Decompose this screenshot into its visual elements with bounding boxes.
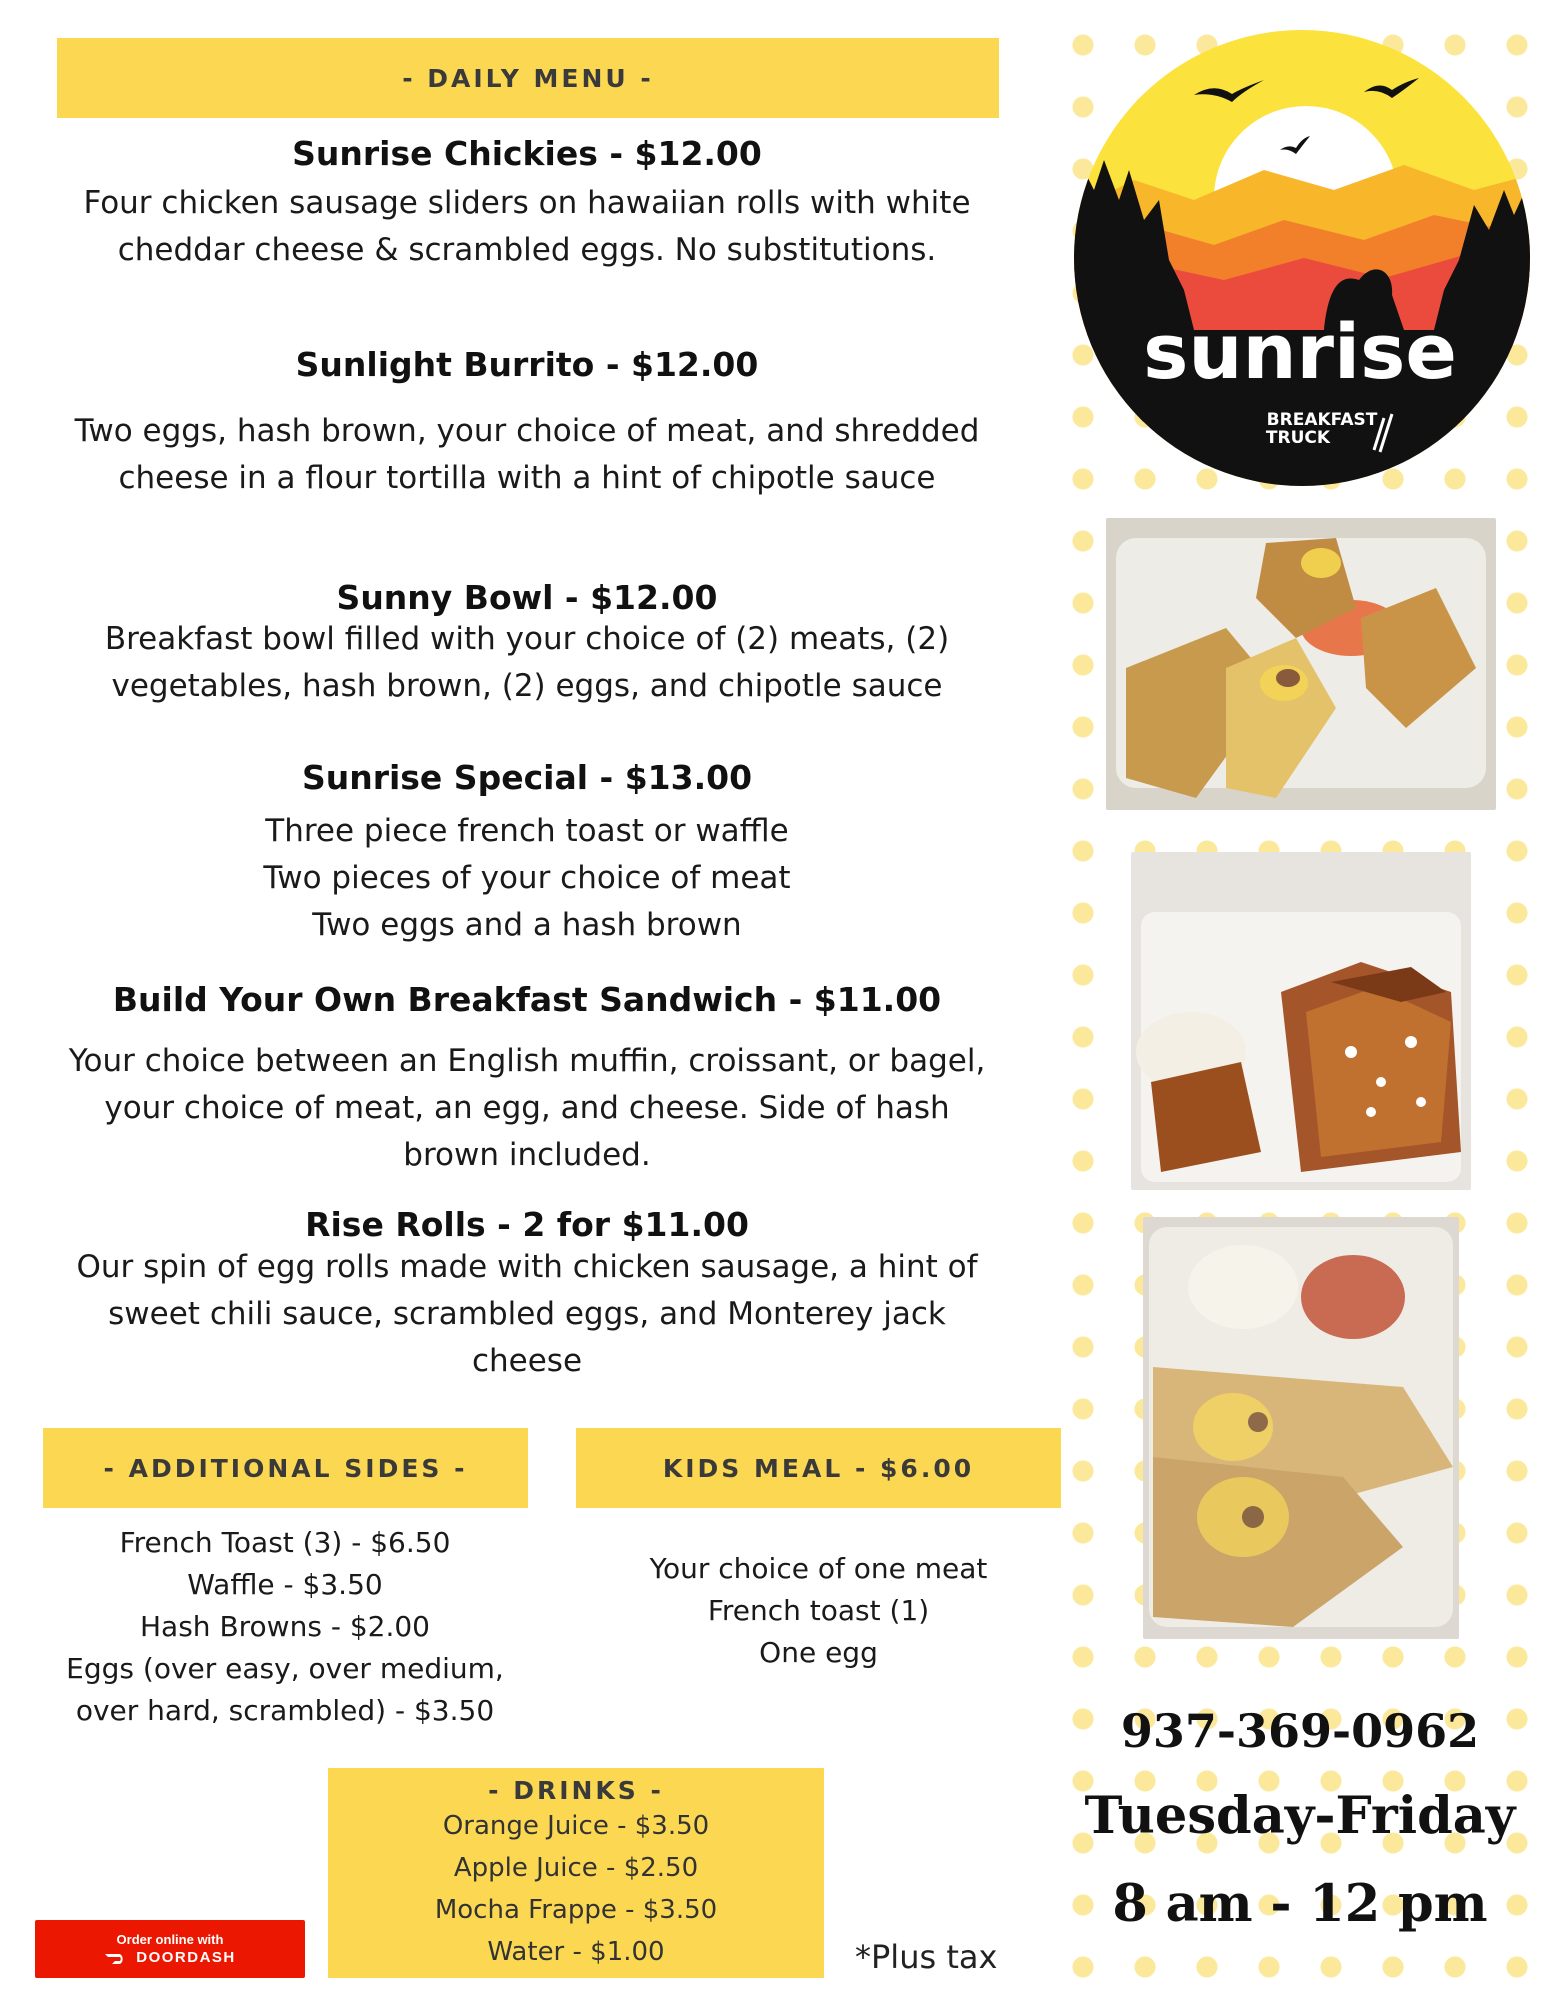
french-toast-photo (1131, 852, 1471, 1190)
list-item: Hash Browns - $2.00 (140, 1610, 430, 1643)
logo-subtitle-1: BREAKFAST (1266, 410, 1378, 430)
menu-item-description: Four chicken sausage sliders on hawaiian rolls with white cheddar cheese & scrambled eggs. No substitutions. (83, 185, 971, 268)
doordash-icon (104, 1951, 130, 1965)
menu-item-title: Sunny Bowl - $12.00 (336, 578, 718, 617)
menu-item-description: Our spin of egg rolls made with chicken sausage, a hint of sweet chili sauce, scrambled eggs, and Monterey jack cheese (76, 1249, 978, 1379)
menu-item-description: Two eggs, hash brown, your choice of meat, and shredded cheese in a flour tortilla with a hint of chipotle sauce (74, 413, 980, 496)
egg-rolls-photo (1106, 518, 1496, 810)
additional-sides-header (43, 1428, 528, 1508)
list-item: French Toast (3) - $6.50 (119, 1526, 451, 1559)
list-item: Waffle - $3.50 (187, 1568, 383, 1601)
menu-item-line: Two eggs and a hash brown (312, 907, 742, 943)
menu-item-title: Sunrise Special - $13.00 (301, 758, 753, 797)
drinks-list (328, 1805, 824, 1973)
list-item: Water - $1.00 (487, 1937, 665, 1967)
menu-item-line: Two pieces of your choice of meat (263, 860, 791, 896)
additional-sides-header-text: - ADDITIONAL SIDES - (103, 1453, 468, 1483)
menu-item-title: Rise Rolls - 2 for $11.00 (305, 1205, 749, 1244)
list-item: Orange Juice - $3.50 (442, 1811, 710, 1841)
list-item: Eggs (over easy, over medium, (66, 1652, 504, 1685)
doordash-line1: Order online with (116, 1932, 224, 1947)
tax-note: *Plus tax (855, 1938, 998, 1976)
list-item: Apple Juice - $2.50 (453, 1853, 699, 1883)
sunrise-logo-graphic (1074, 30, 1530, 486)
logo-wordmark: sunrise (1143, 307, 1457, 396)
menu-item-description (57, 808, 997, 949)
drinks-box (328, 1768, 824, 1978)
daily-menu-header-text: - DAILY MENU - (402, 63, 654, 93)
menu-item-title: Sunrise Chickies - $12.00 (292, 134, 762, 173)
daily-menu-header (57, 38, 999, 118)
list-item: Your choice of one meat (649, 1552, 988, 1585)
menu-item-title: Sunlight Burrito - $12.00 (295, 345, 759, 384)
list-item: French toast (1) (707, 1594, 930, 1627)
list-item: One egg (759, 1636, 878, 1669)
kids-meal-header (576, 1428, 1061, 1508)
menu-item-title: Build Your Own Breakfast Sandwich - $11.00 (112, 980, 942, 1019)
additional-sides-list (40, 1522, 530, 1732)
business-hours: 8 am - 12 pm (1112, 1874, 1488, 1934)
drinks-header: - DRINKS - (488, 1776, 664, 1805)
menu-item-description: Breakfast bowl filled with your choice of (2) meats, (2) vegetables, hash brown, (2) eggs, and chipotle sauce (104, 621, 950, 704)
doordash-line2: DOORDASH (136, 1949, 236, 1966)
kids-meal-header-text: KIDS MEAL - $6.00 (662, 1453, 975, 1483)
doordash-brand (104, 1949, 236, 1966)
kids-meal-list (576, 1548, 1061, 1674)
business-days: Tuesday-Friday (1084, 1786, 1516, 1846)
list-item: Mocha Frappe - $3.50 (434, 1895, 718, 1925)
phone-number: 937-369-0962 (1120, 1704, 1480, 1758)
logo-subtitle-2: TRUCK (1265, 428, 1331, 448)
burrito-photo (1143, 1217, 1459, 1639)
sunrise-logo (1074, 30, 1530, 486)
menu-item-description: Your choice between an English muffin, croissant, or bagel, your choice of meat, an egg, and cheese. Side of hash brown included. (68, 1043, 986, 1173)
list-item: over hard, scrambled) - $3.50 (75, 1694, 495, 1727)
menu-item-line: Three piece french toast or waffle (265, 813, 789, 849)
doordash-order-button[interactable] (35, 1920, 305, 1978)
